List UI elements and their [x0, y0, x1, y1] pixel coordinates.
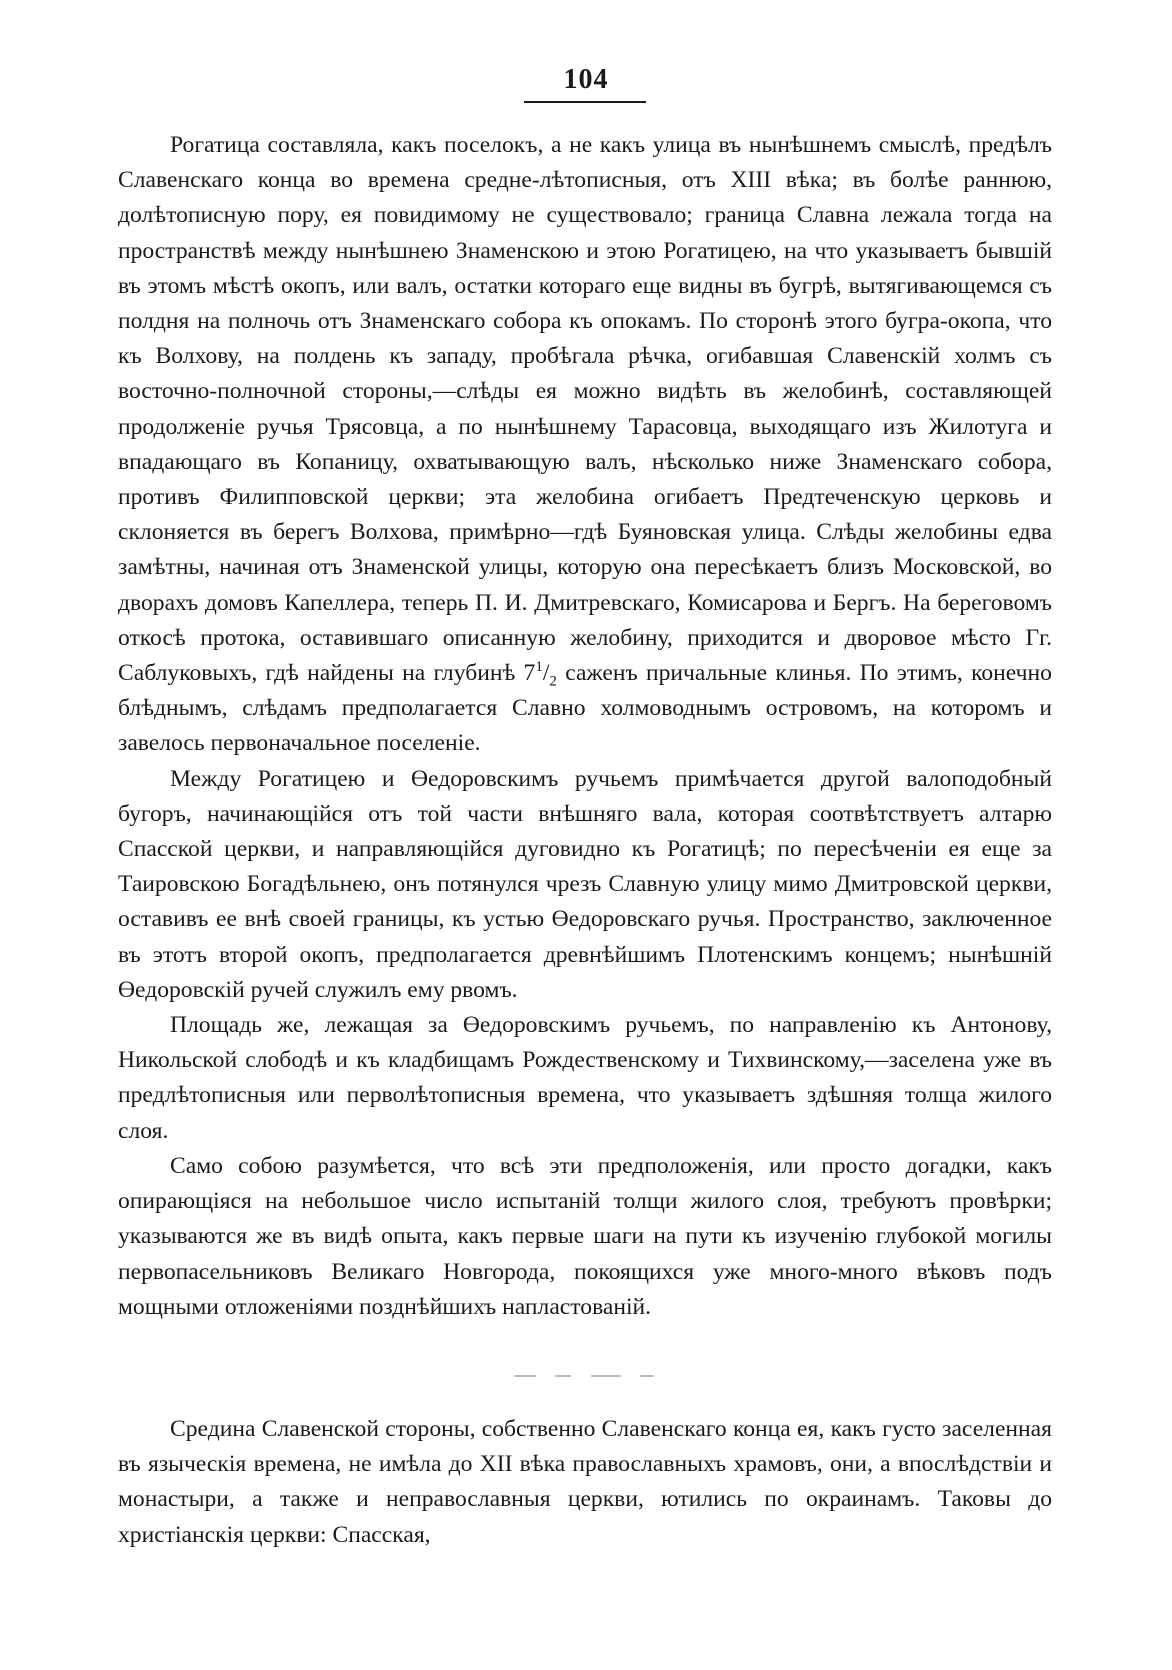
paragraph-rogatitsa-text: Рогатица составляла, какъ поселокъ, а не какъ улица въ нынѣшнемъ смыслѣ, предѣлъ Славенскаго конца во времена средне-лѣтописныя, отъ XIII вѣка; въ болѣе раннюю, долѣтописную пору, ея повидимому не существовало; граница Славна лежала тогда на пространствѣ между нынѣшнею Знаменскою и этою Рогатицею, на что указываетъ бывшій въ этомъ мѣстѣ окопъ, или валъ, остатки котораго еще видны въ бугрѣ, вытягивающемся съ полдня на полночь отъ Знаменскаго собора къ опокамъ. По сторонѣ этого бугра-окопа, что къ Волхову, на полдень къ западу, пробѣгала рѣчка, огибавшая Славенскій холмъ съ восточно-полночной стороны,—слѣды ея можно видѣть въ желобинѣ, составляющей продолженіе ручья Трясовца, а по нынѣшнему Тарасовца, выходящаго изъ Жилотуга и впадающаго въ Копаницу, охватывающую валъ, нѣсколько ниже Знаменскаго собора, противъ Филипповской церкви; эта желобина огибаетъ Предтеченскую церковь и склоняется въ берегъ Волхова, примѣрно—гдѣ Буяновская улица. Слѣды желобины едва замѣтны, начиная отъ Знаменской улицы, которую она пересѣкаетъ близъ Московской, во дворахъ домовъ Капеллера, теперь П. И. Дмитревскаго, Комисарова и Бергъ. На береговомъ откосѣ протока, оставившаго описанную желобину, приходится и дворовое мѣсто Гг. Саблуковыхъ, гдѣ найдены на глубинѣ [118, 132, 1052, 687]
separator-dash [591, 1375, 621, 1377]
header-rule [524, 101, 646, 103]
paragraph-fedorovsky-stream: Между Рогатицею и Өедоровскимъ ручьемъ примѣчается другой валоподобный бугоръ, начинающійся отъ той части внѣшняго вала, которая соотвѣтствуетъ алтарю Спасской церкви, и направляющійся дуговидно къ Рогатицѣ; по пересѣченіи ея еще за Таировскою Богадѣльнею, онъ потянулся чрезъ Славную улицу мимо Дмитровской церкви, оставивъ ее внѣ своей границы, къ устью Өедоровскаго ручья. Пространство, заключенное въ этотъ второй окопъ, предполагается древнѣйшимъ Плотенскимъ концемъ; нынѣшній Өедоровскій ручей служилъ ему рвомъ. [118, 765, 1052, 1003]
separator-dash [640, 1375, 654, 1377]
paragraph-rogatitsa [118, 128, 1052, 762]
paragraph-conjectures: Само собою разумѣется, что всѣ эти предположенія, или просто догадки, какъ опирающіяся на небольшое число испытаній толщи жилого слоя, требуютъ провѣрки; указываются же въ видѣ опыта, какъ первые шаги на пути къ изученію глубокой могилы первопасельниковъ Великаго Новгорода, покоящихся уже много-много вѣковъ подъ мощными отложеніями позднѣйшихъ напластованій. [118, 1152, 1052, 1320]
paragraph-slavensky-center: Средина Славенской стороны, собственно Славенскаго конца ея, какъ густо заселенная въ языческія времена, не имѣла до XII вѣка православныхъ храмовъ, они, а впослѣдствіи и монастыри, а также и неправославныя церкви, ютились по окраинамъ. Таковы до христіанскія церкви: Спасская, [118, 1416, 1052, 1548]
section-separator [514, 1373, 654, 1379]
depth-fraction: $7^1/_2$ [523, 659, 557, 690]
separator-dash [514, 1375, 536, 1377]
page-number: 104 [563, 64, 609, 95]
separator-dash [555, 1375, 571, 1377]
paragraph-square: Площадь же, лежащая за Өедоровскимъ ручьемъ, по направленію къ Антонову, Никольской слободѣ и къ кладбищамъ Рождественскому и Тихвинскому,—заселена уже въ предлѣтописныя или перволѣтописныя времена, что указываетъ здѣшняя толща жилого слоя. [118, 1012, 1052, 1144]
paragraph-rogatitsa-tail: саженъ причальные клинья. По этимъ, конечно блѣднымъ, слѣдамъ предполагается Славно холмоводнымъ островомъ, на которомъ и завелось первоначальное поселеніе. [118, 660, 1052, 757]
second-section-text [118, 1412, 1052, 1553]
main-text-block [118, 128, 1052, 1325]
